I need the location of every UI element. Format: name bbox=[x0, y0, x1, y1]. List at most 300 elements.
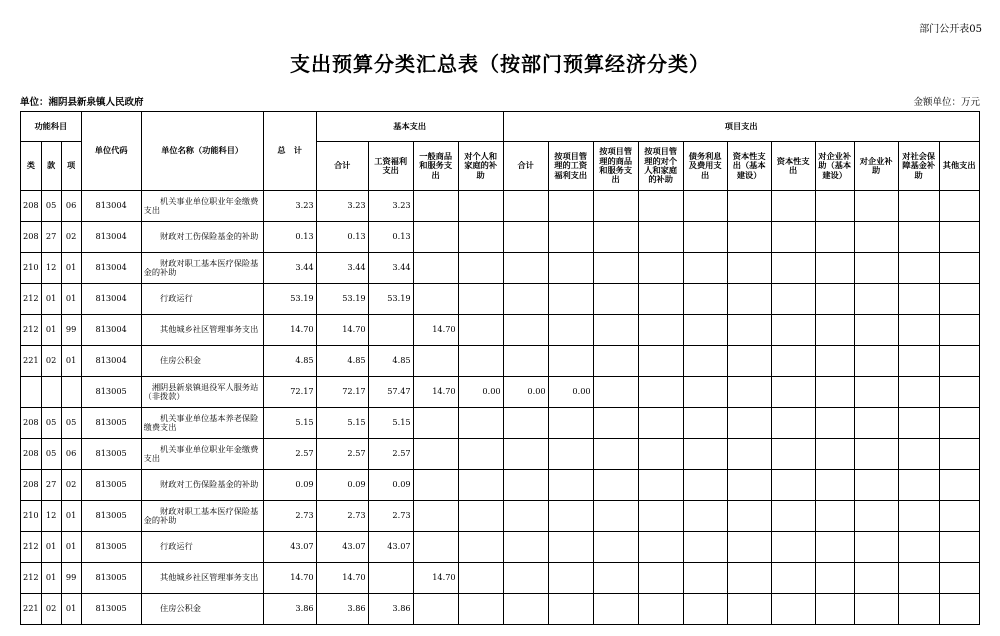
project-expense-header: 项目支出 bbox=[503, 112, 979, 142]
project-salary-cell bbox=[548, 501, 593, 532]
project-total-cell bbox=[503, 408, 548, 439]
xiang-cell: 01 bbox=[61, 532, 81, 563]
project-salary-cell bbox=[548, 222, 593, 253]
project-total-cell bbox=[503, 222, 548, 253]
empty-project-cell bbox=[593, 315, 638, 346]
project-salary-cell bbox=[548, 532, 593, 563]
empty-project-cell bbox=[854, 501, 898, 532]
goods-services-cell bbox=[413, 253, 458, 284]
project-total-cell bbox=[503, 563, 548, 594]
unit-code-cell: 813004 bbox=[81, 253, 141, 284]
xiang-cell: 06 bbox=[61, 439, 81, 470]
personal-subsidy-cell bbox=[458, 532, 503, 563]
kuan-cell: 05 bbox=[41, 408, 61, 439]
table-row bbox=[21, 408, 980, 439]
empty-project-cell bbox=[854, 284, 898, 315]
total-cell: 2.73 bbox=[263, 501, 316, 532]
project-salary-cell bbox=[548, 563, 593, 594]
salary-cell: 5.15 bbox=[368, 408, 413, 439]
empty-project-cell bbox=[815, 501, 854, 532]
personal-subsidy-cell bbox=[458, 439, 503, 470]
basic-col-header: 对个人和家庭的补助 bbox=[458, 142, 503, 191]
empty-project-cell bbox=[727, 191, 771, 222]
empty-project-cell bbox=[683, 470, 727, 501]
kuan-cell bbox=[41, 377, 61, 408]
total-cell: 0.13 bbox=[263, 222, 316, 253]
empty-project-cell bbox=[939, 563, 979, 594]
empty-project-cell bbox=[815, 253, 854, 284]
empty-project-cell bbox=[593, 501, 638, 532]
xiang-cell: 05 bbox=[61, 408, 81, 439]
salary-cell: 0.13 bbox=[368, 222, 413, 253]
basic-total-cell: 53.19 bbox=[316, 284, 368, 315]
project-col-header: 对企业补助（基本建设） bbox=[815, 142, 854, 191]
empty-project-cell bbox=[638, 408, 683, 439]
xiang-cell: 01 bbox=[61, 501, 81, 532]
empty-project-cell bbox=[815, 222, 854, 253]
empty-project-cell bbox=[771, 408, 815, 439]
unit-code-cell: 813004 bbox=[81, 284, 141, 315]
project-col-header: 资本性支出 bbox=[771, 142, 815, 191]
kuan-cell: 05 bbox=[41, 439, 61, 470]
xiang-cell: 02 bbox=[61, 470, 81, 501]
empty-project-cell bbox=[593, 253, 638, 284]
salary-cell: 3.23 bbox=[368, 191, 413, 222]
page-title: 支出预算分类汇总表（按部门预算经济分类） bbox=[290, 52, 710, 76]
basic-total-cell: 5.15 bbox=[316, 408, 368, 439]
project-total-cell bbox=[503, 191, 548, 222]
empty-project-cell bbox=[593, 563, 638, 594]
empty-project-cell bbox=[593, 191, 638, 222]
empty-project-cell bbox=[939, 315, 979, 346]
project-total-cell bbox=[503, 594, 548, 625]
kuan-header: 款 bbox=[41, 142, 61, 191]
empty-project-cell bbox=[854, 222, 898, 253]
empty-project-cell bbox=[727, 532, 771, 563]
goods-services-cell: 14.70 bbox=[413, 315, 458, 346]
kuan-cell: 12 bbox=[41, 253, 61, 284]
salary-cell bbox=[368, 563, 413, 594]
project-salary-cell bbox=[548, 284, 593, 315]
lei-cell: 210 bbox=[21, 501, 42, 532]
empty-project-cell bbox=[683, 594, 727, 625]
empty-project-cell bbox=[815, 377, 854, 408]
empty-project-cell bbox=[683, 439, 727, 470]
basic-total-cell: 3.23 bbox=[316, 191, 368, 222]
project-col-header: 其他支出 bbox=[939, 142, 979, 191]
empty-project-cell bbox=[638, 532, 683, 563]
xiang-cell: 02 bbox=[61, 222, 81, 253]
empty-project-cell bbox=[727, 377, 771, 408]
empty-project-cell bbox=[727, 594, 771, 625]
kuan-cell: 01 bbox=[41, 532, 61, 563]
salary-cell: 2.73 bbox=[368, 501, 413, 532]
empty-project-cell bbox=[898, 191, 939, 222]
empty-project-cell bbox=[939, 439, 979, 470]
table-row bbox=[21, 470, 980, 501]
personal-subsidy-cell bbox=[458, 253, 503, 284]
empty-project-cell bbox=[638, 222, 683, 253]
personal-subsidy-cell bbox=[458, 470, 503, 501]
project-total-cell bbox=[503, 532, 548, 563]
table-row bbox=[21, 346, 980, 377]
kuan-cell: 01 bbox=[41, 284, 61, 315]
project-total-cell: 0.00 bbox=[503, 377, 548, 408]
total-cell: 14.70 bbox=[263, 315, 316, 346]
empty-project-cell bbox=[771, 470, 815, 501]
empty-project-cell bbox=[898, 563, 939, 594]
project-total-cell bbox=[503, 315, 548, 346]
empty-project-cell bbox=[898, 253, 939, 284]
unit-name-cell: 机关事业单位职业年金缴费支出 bbox=[141, 439, 263, 470]
lei-header: 类 bbox=[21, 142, 42, 191]
empty-project-cell bbox=[683, 346, 727, 377]
empty-project-cell bbox=[815, 408, 854, 439]
total-cell: 0.09 bbox=[263, 470, 316, 501]
empty-project-cell bbox=[638, 191, 683, 222]
empty-project-cell bbox=[939, 346, 979, 377]
goods-services-cell bbox=[413, 470, 458, 501]
empty-project-cell bbox=[638, 377, 683, 408]
empty-project-cell bbox=[898, 222, 939, 253]
empty-project-cell bbox=[683, 563, 727, 594]
lei-cell: 212 bbox=[21, 284, 42, 315]
goods-services-cell bbox=[413, 222, 458, 253]
empty-project-cell bbox=[771, 377, 815, 408]
empty-project-cell bbox=[638, 470, 683, 501]
total-cell: 43.07 bbox=[263, 532, 316, 563]
xiang-cell: 01 bbox=[61, 253, 81, 284]
xiang-cell: 01 bbox=[61, 594, 81, 625]
empty-project-cell bbox=[593, 284, 638, 315]
project-col-header: 资本性支出（基本建设） bbox=[727, 142, 771, 191]
unit-name-cell: 机关事业单位基本养老保险缴费支出 bbox=[141, 408, 263, 439]
basic-total-cell: 72.17 bbox=[316, 377, 368, 408]
unit-code-cell: 813004 bbox=[81, 222, 141, 253]
empty-project-cell bbox=[593, 346, 638, 377]
basic-total-cell: 2.57 bbox=[316, 439, 368, 470]
lei-cell: 212 bbox=[21, 563, 42, 594]
empty-project-cell bbox=[854, 532, 898, 563]
empty-project-cell bbox=[771, 594, 815, 625]
project-total-cell bbox=[503, 501, 548, 532]
table-row bbox=[21, 222, 980, 253]
goods-services-cell bbox=[413, 346, 458, 377]
salary-cell bbox=[368, 315, 413, 346]
project-salary-cell bbox=[548, 346, 593, 377]
total-cell: 72.17 bbox=[263, 377, 316, 408]
basic-total-cell: 3.86 bbox=[316, 594, 368, 625]
unit-name-cell: 机关事业单位职业年金缴费支出 bbox=[141, 191, 263, 222]
empty-project-cell bbox=[854, 594, 898, 625]
empty-project-cell bbox=[939, 594, 979, 625]
empty-project-cell bbox=[854, 253, 898, 284]
empty-project-cell bbox=[898, 594, 939, 625]
total-cell: 4.85 bbox=[263, 346, 316, 377]
kuan-cell: 27 bbox=[41, 470, 61, 501]
empty-project-cell bbox=[939, 501, 979, 532]
lei-cell: 208 bbox=[21, 439, 42, 470]
lei-cell: 208 bbox=[21, 191, 42, 222]
personal-subsidy-cell bbox=[458, 315, 503, 346]
project-salary-cell bbox=[548, 408, 593, 439]
empty-project-cell bbox=[638, 563, 683, 594]
xiang-cell: 06 bbox=[61, 191, 81, 222]
lei-cell: 208 bbox=[21, 222, 42, 253]
empty-project-cell bbox=[683, 501, 727, 532]
kuan-cell: 27 bbox=[41, 222, 61, 253]
func-subject-header: 功能科目 bbox=[21, 112, 82, 142]
empty-project-cell bbox=[815, 315, 854, 346]
unit-name-cell: 其他城乡社区管理事务支出 bbox=[141, 563, 263, 594]
unit-name-cell: 财政对职工基本医疗保险基金的补助 bbox=[141, 501, 263, 532]
amount-unit-label: 金额单位：万元 bbox=[913, 97, 980, 108]
empty-project-cell bbox=[727, 563, 771, 594]
empty-project-cell bbox=[638, 439, 683, 470]
empty-project-cell bbox=[727, 501, 771, 532]
project-salary-cell bbox=[548, 253, 593, 284]
salary-cell: 57.47 bbox=[368, 377, 413, 408]
total-cell: 2.57 bbox=[263, 439, 316, 470]
table-row bbox=[21, 284, 980, 315]
empty-project-cell bbox=[898, 346, 939, 377]
lei-cell: 212 bbox=[21, 532, 42, 563]
form-number: 部门公开表05 bbox=[919, 24, 982, 35]
salary-cell: 0.09 bbox=[368, 470, 413, 501]
empty-project-cell bbox=[638, 594, 683, 625]
empty-project-cell bbox=[815, 191, 854, 222]
project-col-header: 对社会保障基金补助 bbox=[898, 142, 939, 191]
total-cell: 3.86 bbox=[263, 594, 316, 625]
empty-project-cell bbox=[815, 470, 854, 501]
empty-project-cell bbox=[727, 408, 771, 439]
unit-code-cell: 813005 bbox=[81, 594, 141, 625]
personal-subsidy-cell: 0.00 bbox=[458, 377, 503, 408]
budget-table bbox=[20, 111, 980, 625]
lei-cell: 210 bbox=[21, 253, 42, 284]
empty-project-cell bbox=[683, 191, 727, 222]
kuan-cell: 02 bbox=[41, 346, 61, 377]
table-row bbox=[21, 563, 980, 594]
empty-project-cell bbox=[771, 563, 815, 594]
empty-project-cell bbox=[815, 594, 854, 625]
unit-code-cell: 813005 bbox=[81, 470, 141, 501]
table-row bbox=[21, 253, 980, 284]
project-salary-cell bbox=[548, 191, 593, 222]
basic-total-cell: 14.70 bbox=[316, 315, 368, 346]
personal-subsidy-cell bbox=[458, 408, 503, 439]
salary-cell: 3.86 bbox=[368, 594, 413, 625]
basic-total-cell: 4.85 bbox=[316, 346, 368, 377]
unit-code-cell: 813005 bbox=[81, 439, 141, 470]
kuan-cell: 12 bbox=[41, 501, 61, 532]
goods-services-cell: 14.70 bbox=[413, 563, 458, 594]
salary-cell: 4.85 bbox=[368, 346, 413, 377]
empty-project-cell bbox=[593, 594, 638, 625]
empty-project-cell bbox=[815, 563, 854, 594]
empty-project-cell bbox=[939, 408, 979, 439]
empty-project-cell bbox=[771, 222, 815, 253]
empty-project-cell bbox=[683, 532, 727, 563]
table-row bbox=[21, 532, 980, 563]
empty-project-cell bbox=[638, 284, 683, 315]
empty-project-cell bbox=[727, 284, 771, 315]
project-salary-cell bbox=[548, 439, 593, 470]
unit-name-cell: 住房公积金 bbox=[141, 594, 263, 625]
lei-cell: 221 bbox=[21, 594, 42, 625]
empty-project-cell bbox=[727, 346, 771, 377]
goods-services-cell bbox=[413, 439, 458, 470]
empty-project-cell bbox=[898, 439, 939, 470]
empty-project-cell bbox=[898, 315, 939, 346]
salary-cell: 3.44 bbox=[368, 253, 413, 284]
personal-subsidy-cell bbox=[458, 284, 503, 315]
unit-name-cell: 行政运行 bbox=[141, 284, 263, 315]
unit-name-cell: 湘阴县新泉镇退役军人服务站（非拨款） bbox=[141, 377, 263, 408]
empty-project-cell bbox=[898, 470, 939, 501]
empty-project-cell bbox=[683, 222, 727, 253]
basic-total-cell: 14.70 bbox=[316, 563, 368, 594]
empty-project-cell bbox=[771, 315, 815, 346]
empty-project-cell bbox=[771, 501, 815, 532]
personal-subsidy-cell bbox=[458, 563, 503, 594]
unit-code-cell: 813005 bbox=[81, 532, 141, 563]
empty-project-cell bbox=[771, 191, 815, 222]
total-header: 总 计 bbox=[263, 112, 316, 191]
lei-cell: 212 bbox=[21, 315, 42, 346]
lei-cell: 221 bbox=[21, 346, 42, 377]
empty-project-cell bbox=[815, 284, 854, 315]
xiang-header: 项 bbox=[61, 142, 81, 191]
personal-subsidy-cell bbox=[458, 501, 503, 532]
empty-project-cell bbox=[727, 439, 771, 470]
empty-project-cell bbox=[593, 439, 638, 470]
empty-project-cell bbox=[593, 222, 638, 253]
total-cell: 5.15 bbox=[263, 408, 316, 439]
unit-label: 单位：湘阴县新泉镇人民政府 bbox=[20, 97, 144, 108]
empty-project-cell bbox=[683, 408, 727, 439]
xiang-cell: 01 bbox=[61, 346, 81, 377]
unit-name-cell: 财政对工伤保险基金的补助 bbox=[141, 470, 263, 501]
xiang-cell: 99 bbox=[61, 315, 81, 346]
goods-services-cell bbox=[413, 532, 458, 563]
empty-project-cell bbox=[727, 253, 771, 284]
kuan-cell: 02 bbox=[41, 594, 61, 625]
personal-subsidy-cell bbox=[458, 346, 503, 377]
empty-project-cell bbox=[771, 284, 815, 315]
project-col-header: 按项目管理的商品和服务支出 bbox=[593, 142, 638, 191]
empty-project-cell bbox=[898, 284, 939, 315]
unit-code-cell: 813005 bbox=[81, 377, 141, 408]
empty-project-cell bbox=[638, 315, 683, 346]
total-cell: 3.23 bbox=[263, 191, 316, 222]
lei-cell: 208 bbox=[21, 408, 42, 439]
salary-cell: 2.57 bbox=[368, 439, 413, 470]
table-row bbox=[21, 191, 980, 222]
empty-project-cell bbox=[593, 470, 638, 501]
unit-code-cell: 813005 bbox=[81, 563, 141, 594]
project-total-cell bbox=[503, 470, 548, 501]
xiang-cell: 01 bbox=[61, 284, 81, 315]
empty-project-cell bbox=[683, 315, 727, 346]
empty-project-cell bbox=[683, 377, 727, 408]
table-row bbox=[21, 439, 980, 470]
empty-project-cell bbox=[593, 532, 638, 563]
table-row bbox=[21, 594, 980, 625]
empty-project-cell bbox=[683, 253, 727, 284]
unit-name-cell: 财政对职工基本医疗保险基金的补助 bbox=[141, 253, 263, 284]
table-row bbox=[21, 377, 980, 408]
personal-subsidy-cell bbox=[458, 222, 503, 253]
project-col-header: 债务利息及费用支出 bbox=[683, 142, 727, 191]
empty-project-cell bbox=[638, 346, 683, 377]
empty-project-cell bbox=[939, 470, 979, 501]
empty-project-cell bbox=[939, 191, 979, 222]
unit-name-cell: 行政运行 bbox=[141, 532, 263, 563]
empty-project-cell bbox=[683, 284, 727, 315]
xiang-cell: 99 bbox=[61, 563, 81, 594]
unit-name-header: 单位名称（功能科目） bbox=[141, 112, 263, 191]
empty-project-cell bbox=[854, 346, 898, 377]
project-total-cell bbox=[503, 439, 548, 470]
project-total-cell bbox=[503, 346, 548, 377]
basic-total-cell: 3.44 bbox=[316, 253, 368, 284]
empty-project-cell bbox=[854, 408, 898, 439]
project-col-header: 按项目管理的对个人和家庭的补助 bbox=[638, 142, 683, 191]
total-cell: 14.70 bbox=[263, 563, 316, 594]
unit-code-cell: 813004 bbox=[81, 191, 141, 222]
total-cell: 3.44 bbox=[263, 253, 316, 284]
basic-total-cell: 0.13 bbox=[316, 222, 368, 253]
lei-cell: 208 bbox=[21, 470, 42, 501]
basic-col-header: 合计 bbox=[316, 142, 368, 191]
empty-project-cell bbox=[771, 439, 815, 470]
basic-total-cell: 2.73 bbox=[316, 501, 368, 532]
unit-code-header: 单位代码 bbox=[81, 112, 141, 191]
project-total-cell bbox=[503, 253, 548, 284]
basic-total-cell: 0.09 bbox=[316, 470, 368, 501]
table-row bbox=[21, 315, 980, 346]
unit-code-cell: 813004 bbox=[81, 315, 141, 346]
kuan-cell: 01 bbox=[41, 315, 61, 346]
basic-total-cell: 43.07 bbox=[316, 532, 368, 563]
goods-services-cell bbox=[413, 284, 458, 315]
empty-project-cell bbox=[638, 253, 683, 284]
goods-services-cell bbox=[413, 501, 458, 532]
empty-project-cell bbox=[939, 377, 979, 408]
empty-project-cell bbox=[727, 470, 771, 501]
basic-col-header: 一般商品和服务支出 bbox=[413, 142, 458, 191]
personal-subsidy-cell bbox=[458, 594, 503, 625]
empty-project-cell bbox=[593, 408, 638, 439]
empty-project-cell bbox=[815, 439, 854, 470]
project-col-header: 合计 bbox=[503, 142, 548, 191]
total-cell: 53.19 bbox=[263, 284, 316, 315]
empty-project-cell bbox=[854, 439, 898, 470]
project-salary-cell: 0.00 bbox=[548, 377, 593, 408]
empty-project-cell bbox=[727, 315, 771, 346]
empty-project-cell bbox=[771, 253, 815, 284]
goods-services-cell bbox=[413, 408, 458, 439]
unit-code-cell: 813005 bbox=[81, 501, 141, 532]
empty-project-cell bbox=[898, 377, 939, 408]
goods-services-cell bbox=[413, 191, 458, 222]
kuan-cell: 01 bbox=[41, 563, 61, 594]
empty-project-cell bbox=[854, 377, 898, 408]
unit-name-cell: 住房公积金 bbox=[141, 346, 263, 377]
kuan-cell: 05 bbox=[41, 191, 61, 222]
goods-services-cell: 14.70 bbox=[413, 377, 458, 408]
